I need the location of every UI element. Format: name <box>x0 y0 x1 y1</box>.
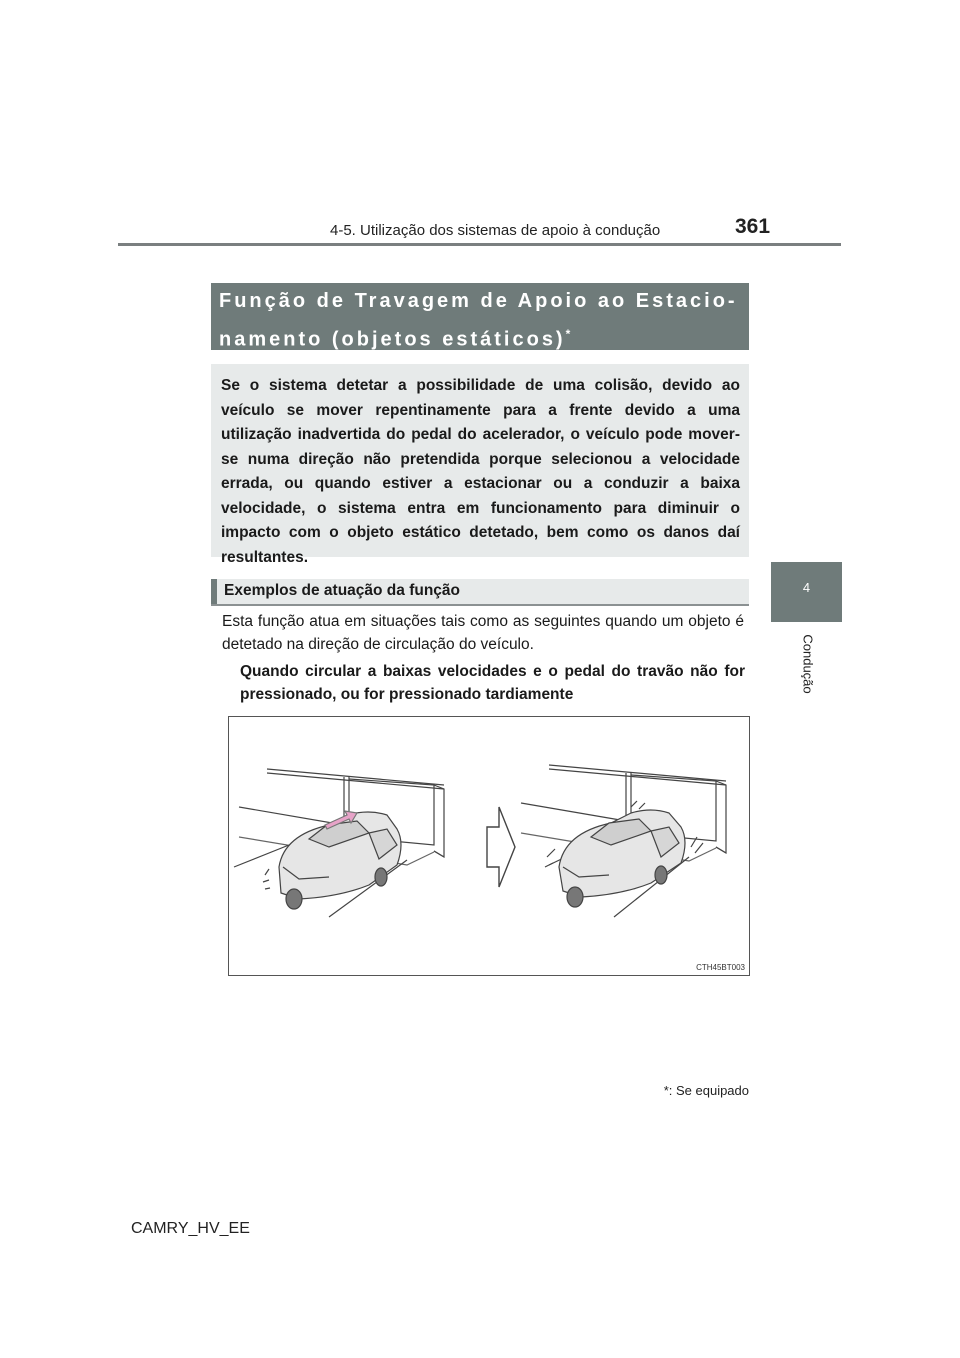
scene-after <box>521 765 726 917</box>
footnote <box>600 1083 749 1098</box>
illustration-figure <box>228 716 750 976</box>
intro-box <box>211 364 749 566</box>
figure-code: CTH45BT003 <box>696 963 745 972</box>
subheading: Exemplos de atuação da função <box>224 582 461 599</box>
scene-before <box>234 769 444 917</box>
page-number: 361 <box>735 215 771 238</box>
footnote-text: : Se equipado <box>668 1083 749 1098</box>
footer-model-code: CAMRY_HV_EE <box>131 1220 250 1237</box>
title-line-2: namento (objetos estáticos) <box>219 328 566 351</box>
subheading-bar <box>211 579 749 606</box>
optional-equipment-mark: * <box>565 327 571 341</box>
transition-arrow <box>487 807 515 887</box>
section-title-bar <box>211 283 749 350</box>
chapter-tab: 4 <box>771 562 842 622</box>
body-paragraph: Esta função atua em situações tais como as seguintes quando um objeto é detetado na direção de circulação do veículo. <box>222 613 744 653</box>
intro-text: Se o sistema detetar a possibilidade de uma colisão, devido ao veículo se mover repentinamente para a frente devido a uma utilização inadvertida do pedal do acelerador, o veículo pode mover-se numa direção não pretendida porque selecionou a velocidade errada, ou quando estiver a estacionar ou a conduzir a baixa velocidade, o sistema entra em funcionamento para diminuir o impacto com o objeto estático detetado, bem como os danos daí resultantes. <box>221 377 740 566</box>
section-title <box>219 283 743 357</box>
header-divider <box>118 243 841 246</box>
chapter-label <box>768 628 848 700</box>
subheading-accent <box>211 579 217 604</box>
parking-illustration <box>229 717 749 975</box>
title-line-1: Função de Travagem de Apoio ao Estacio- <box>219 290 738 312</box>
chapter-label-text: Condução <box>800 634 816 694</box>
footnote-mark: * <box>663 1083 669 1098</box>
bullet-item: Quando circular a baixas velocidades e o pedal do travão não for pressionado, ou for pressionado tardiamente <box>240 663 745 703</box>
section-header: 4-5. Utilização dos sistemas de apoio à condução <box>330 222 661 239</box>
